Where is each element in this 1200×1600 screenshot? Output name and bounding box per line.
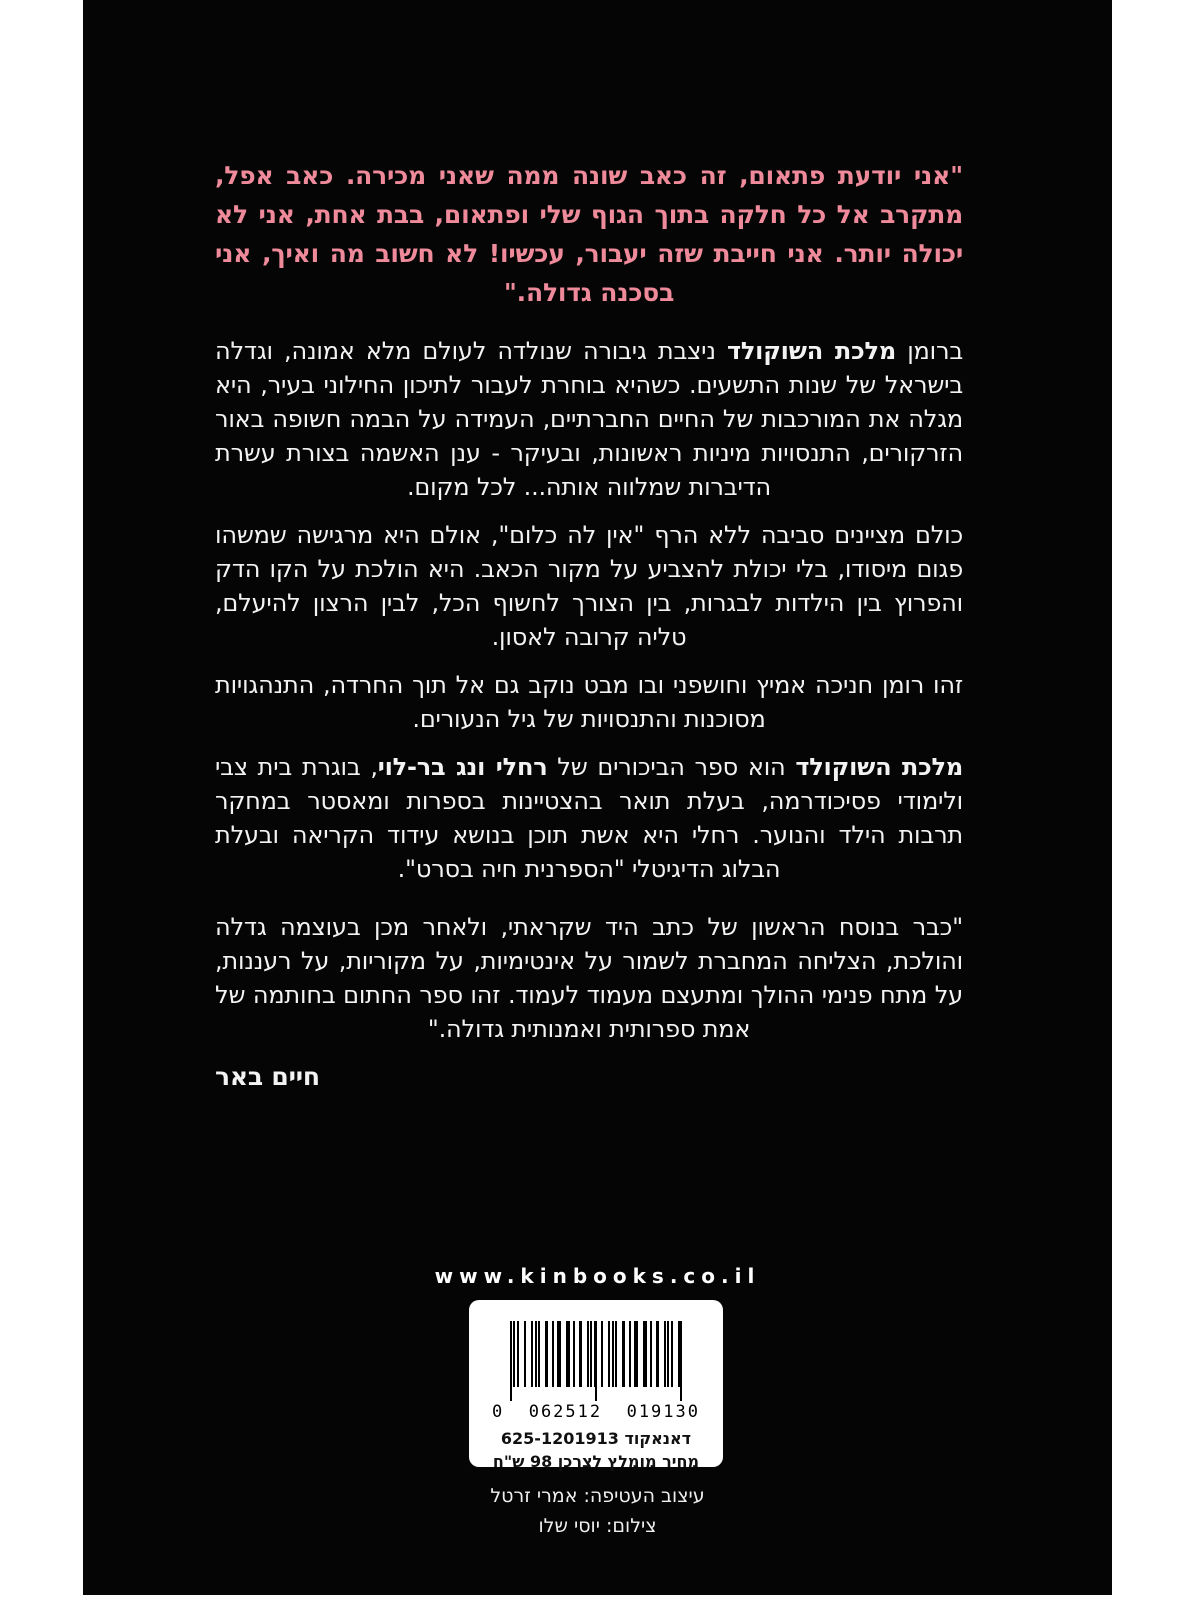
barcode-label bbox=[469, 1300, 723, 1471]
author-bio-rest: , בוגרת בית צבי ולימודי פסיכודרמה, בעלת תואר בהצטיינות בספרות ומאסטר במחקר תרבות הילד והנוער. רחלי היא אשת תוכן בנושא עידוד הקריאה ובעלת הבלוג הדיגיטלי "הספרנית חיה בסרט". bbox=[215, 753, 963, 883]
publisher-website-url: www.kinbooks.co.il bbox=[434, 1264, 761, 1288]
photo-credit: צילום: יוסי שלו bbox=[538, 1515, 657, 1537]
synopsis-paragraph-1-rest: ניצבת גיבורה שנולדה לעולם מלא אמונה, וגדלה בישראל של שנות התשעים. כשהיא בוחרת לעבור לתיכון החילוני בעיר, היא מגלה את המורכבות של החיים החברתיים, העמידה על הבמה חשופה באור הזרקורים, התנסויות מיניות ראשונות, ובעיקר - ענן האשמה בצורת עשרת הדיברות שמלווה אותה... לכל מקום. bbox=[215, 337, 963, 501]
quote-attribution: חיים באר bbox=[215, 1062, 320, 1091]
barcode-guard-bar bbox=[595, 1321, 597, 1401]
author-name-bold: רחלי ונג בר-לוי bbox=[377, 753, 548, 781]
author-bio-mid: הוא ספר הביכורים של bbox=[547, 753, 796, 781]
danacode-line: דאנאקוד 625-1201913 bbox=[500, 1429, 692, 1448]
synopsis-paragraph-3: זהו רומן חניכה אמיץ וחושפני ובו מבט נוקב גם אל תוך החרדה, התנהגויות מסוכנות והתנסויות של גיל הנעורים. bbox=[215, 671, 963, 733]
ean-barcode-icon bbox=[510, 1321, 682, 1387]
pull-quote: "אני יודעת פתאום, זה כאב שונה ממה שאני מכירה. כאב אפל, מתקרב אל כל חלקה בתוך הגוף שלי ופתאום, בבת אחת, אני לא יכולה יותר. אני חייבת שזה יעבור, עכשיו! לא חשוב מה ואיך, אני בסכנה גדולה." bbox=[215, 161, 963, 307]
price-line: מחיר מומלץ לצרכן 98 ש"ח bbox=[492, 1452, 700, 1471]
barcode-guard-bar bbox=[510, 1321, 512, 1401]
barcode-guard-bar bbox=[680, 1321, 682, 1401]
endorsement-quote: "כבר בנוסח הראשון של כתב היד שקראתי, ולאחר מכן בעוצמה גדלה והולכת, הצליחה המחברת לשמור על אינטימיות, על מקוריות, על רעננות, על מתח פנימי ההולך ומתעצם מעמוד לעמוד. זהו ספר החתום בחותמה של אמת ספרותית ואמנותית גדולה." bbox=[215, 913, 963, 1043]
synopsis-paragraph-1 bbox=[215, 334, 963, 504]
back-cover-text-column bbox=[215, 156, 963, 1094]
book-title-bold-2: מלכת השוקולד bbox=[795, 753, 964, 781]
synopsis-paragraph-1-pre: ברומן bbox=[896, 337, 964, 365]
book-title-bold: מלכת השוקולד bbox=[726, 337, 897, 365]
book-back-cover bbox=[83, 0, 1112, 1595]
author-bio-paragraph bbox=[215, 750, 963, 886]
cover-design-credit: עיצוב העטיפה: אמרי זרטל bbox=[490, 1485, 705, 1507]
cover-credits bbox=[83, 1481, 1112, 1541]
barcode-number: 0 062512 019130 bbox=[492, 1402, 700, 1422]
synopsis-paragraph-2: כולם מציינים סביבה ללא הרף "אין לה כלום", אולם היא מרגישה שמשהו פגום מיסודו, בלי יכולת להצביע על מקור הכאב. היא הולכת על הקו הדק והפרוץ בין הילדות לבגרות, בין הצורך לחשוף הכל, לבין הרצון להיעלם, טליה קרובה לאסון. bbox=[215, 521, 963, 651]
